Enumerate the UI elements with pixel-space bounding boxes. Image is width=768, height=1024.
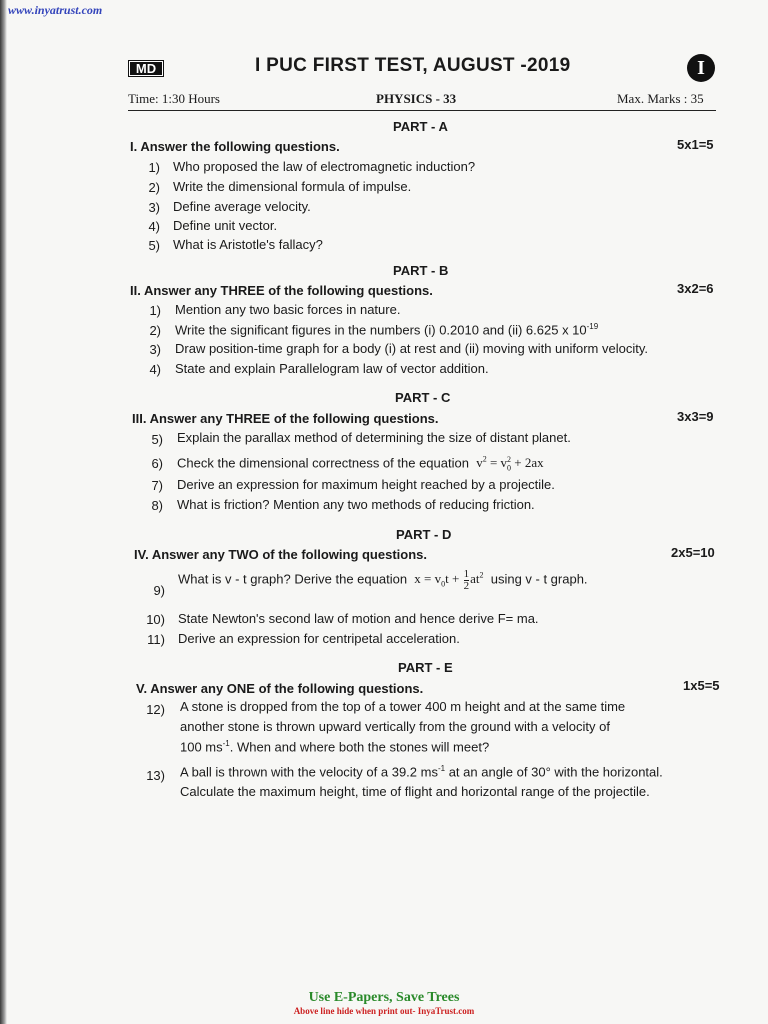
item-number: 2): [148, 180, 160, 195]
item-number: 2): [149, 323, 161, 338]
part-b-marks: 3x2=6: [677, 281, 714, 296]
item-number: 4): [149, 362, 161, 377]
question-text: State Newton's second law of motion and hence derive F= ma.: [178, 611, 539, 626]
item-number: 1): [148, 160, 160, 175]
subject-label: PHYSICS - 33: [376, 91, 457, 106]
part-a-marks: 5x1=5: [677, 137, 714, 152]
roman-badge: I: [687, 54, 715, 82]
item-number: 11): [147, 632, 165, 647]
part-a-question: I. Answer the following questions.: [130, 139, 340, 154]
item-number: 1): [149, 303, 161, 318]
part-b-question: II. Answer any THREE of the following questions.: [130, 283, 433, 298]
question-text: What is Aristotle's fallacy?: [173, 237, 323, 252]
part-c-heading: PART - C: [395, 390, 451, 405]
question-text: Check the dimensional correctness of the equation $v^2 = v_0^2 + 2ax$: [177, 455, 544, 473]
equation: $x = v_0t$ + $\frac{1}{2}$ $at^2$: [414, 568, 484, 592]
question-text: State and explain Parallelogram law of vector addition.: [175, 361, 489, 376]
page-title: I PUC FIRST TEST, AUGUST -2019: [255, 55, 571, 76]
item-number: 6): [151, 456, 163, 471]
question-text: Derive an expression for maximum height reached by a projectile.: [177, 477, 555, 492]
item-number: 7): [151, 478, 163, 493]
question-text: Write the dimensional formula of impulse.: [173, 179, 412, 194]
question-text: Calculate the maximum height, time of flight and horizontal range of the projectile.: [180, 784, 650, 799]
part-d-question: IV. Answer any TWO of the following questions.: [134, 547, 428, 562]
part-d-heading: PART - D: [396, 527, 452, 542]
item-number: 13): [146, 768, 165, 783]
part-a-heading: PART - A: [393, 119, 448, 134]
question-text: What is friction? Mention any two methods of reducing friction.: [177, 497, 535, 512]
question-text: 100 $ms^{-1}$. When and where both the stones will meet?: [180, 739, 490, 755]
question-text: A stone is dropped from the top of a tower 400 m height and at the same time: [180, 699, 626, 714]
question-text: Define unit vector.: [173, 218, 278, 233]
site-link[interactable]: www.inyatrust.com: [8, 3, 103, 17]
question-text: another stone is thrown upward vertically from the ground with a velocity of: [180, 719, 610, 734]
footer-slogan: Use E-Papers, Save Trees: [308, 990, 460, 1005]
question-text: Mention any two basic forces in nature.: [175, 302, 401, 317]
item-number: 5): [151, 432, 163, 447]
item-number: 10): [146, 612, 165, 627]
question-text: Who proposed the law of electromagnetic induction?: [173, 159, 476, 174]
max-marks-label: Max. Marks : 35: [617, 91, 704, 106]
item-number: 3): [149, 342, 161, 357]
part-e-marks: 1x5=5: [683, 678, 720, 693]
equation: $v^2 = v_0^2 + 2ax$: [476, 455, 544, 473]
item-number: 12): [146, 702, 165, 717]
item-number: 3): [148, 200, 160, 215]
question-text: Derive an expression for centripetal acceleration.: [178, 631, 460, 646]
part-e-question: V. Answer any ONE of the following questions.: [136, 681, 424, 696]
footer-note: Above line hide when print out- InyaTrust.com: [293, 1006, 475, 1016]
scan-edge: [0, 0, 7, 1024]
part-e-heading: PART - E: [398, 660, 453, 675]
question-text: Explain the parallax method of determining the size of distant planet.: [177, 430, 571, 445]
part-d-marks: 2x5=10: [671, 545, 715, 560]
time-label: Time: 1:30 Hours: [128, 91, 220, 106]
part-c-question: III. Answer any THREE of the following questions.: [132, 411, 439, 426]
item-number: 8): [151, 498, 163, 513]
question-text: Write the significant figures in the numbers (i) 0.2010 and (ii) 6.625 x $10^{-19}$: [175, 322, 599, 338]
question-text: Define average velocity.: [173, 199, 311, 214]
question-text: A ball is thrown with the velocity of a 39.2 $ms^{-1}$ at an angle of 30° with the horizontal.: [180, 764, 663, 780]
question-text: Draw position-time graph for a body (i) at rest and (ii) moving with uniform velocity.: [175, 341, 648, 356]
item-number: 4): [148, 219, 160, 234]
question-text: What is v - t graph? Derive the equation $x = v_0t$ + $\frac{1}{2}$ $at^2$ using v - t graph.: [178, 568, 588, 592]
md-badge: MD: [128, 60, 164, 77]
part-c-marks: 3x3=9: [677, 409, 714, 424]
item-number: 9): [153, 583, 165, 598]
part-b-heading: PART - B: [393, 263, 449, 278]
item-number: 5): [148, 238, 160, 253]
header-divider: [128, 110, 716, 111]
